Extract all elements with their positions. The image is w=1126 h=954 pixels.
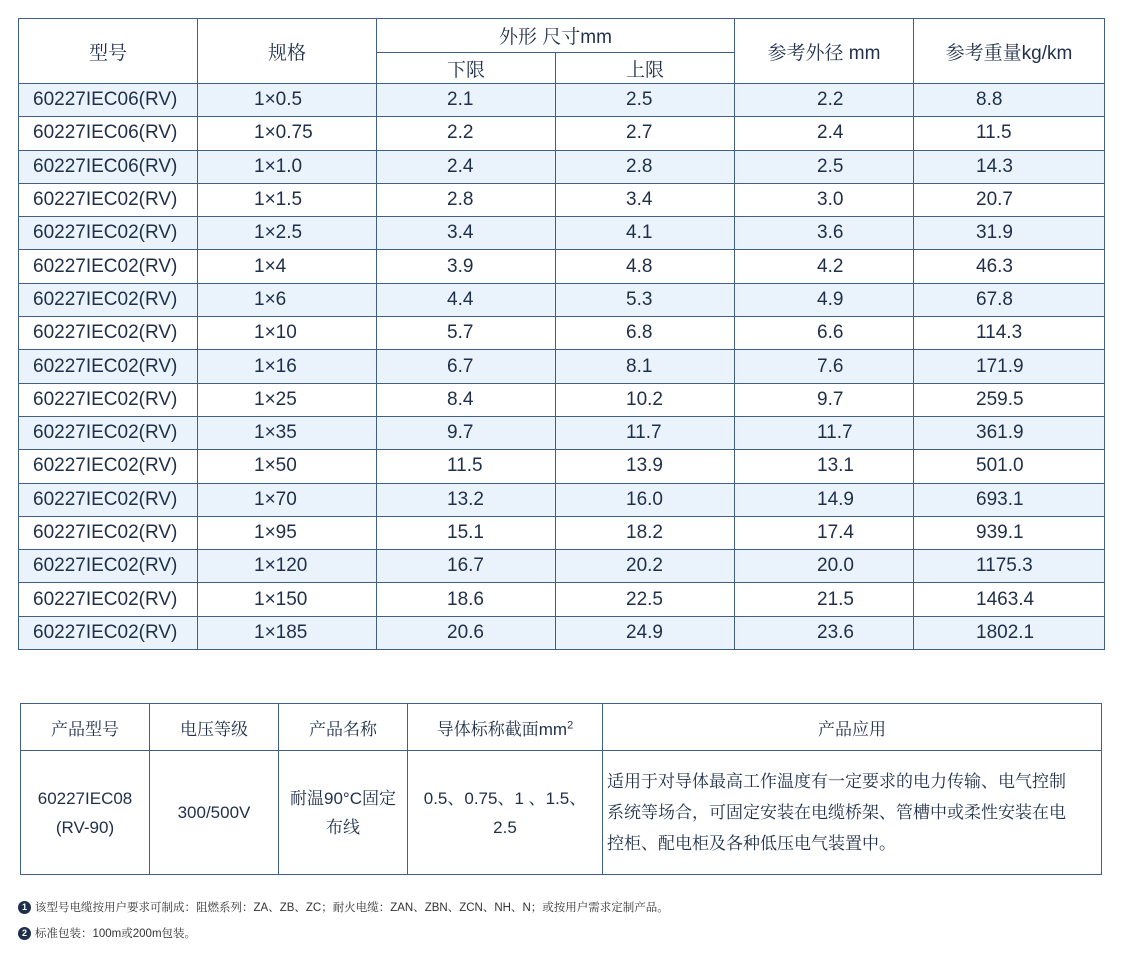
cell-lower: 13.2 [377,483,556,516]
product-model-line1: 60227IEC08 [37,788,133,808]
cell-model: 60227IEC02(RV) [19,250,198,283]
table-row [19,217,1105,250]
header-ref-od: 参考外径 mm [735,19,914,84]
cell-upper: 3.4 [556,183,735,216]
cell-spec: 1×1.0 [198,150,377,183]
cell-lower: 16.7 [377,550,556,583]
cell-spec: 1×25 [198,383,377,416]
table-row [19,616,1105,649]
cell-od: 17.4 [735,516,914,549]
cell-weight: 259.5 [914,383,1105,416]
product-name-line1: 耐温90°C固定 [290,788,396,808]
cell-weight: 46.3 [914,250,1105,283]
cell-spec: 1×2.5 [198,217,377,250]
cell-weight: 67.8 [914,283,1105,316]
cell-spec: 1×150 [198,583,377,616]
cell-upper: 2.8 [556,150,735,183]
cell-od: 20.0 [735,550,914,583]
cell-spec: 1×6 [198,283,377,316]
header-ref-weight: 参考重量kg/km [914,19,1105,84]
product-header-name: 产品名称 [279,704,408,751]
product-header-voltage: 电压等级 [150,704,279,751]
product-table [20,703,1102,875]
note-item [18,896,669,918]
header-outer-size: 外形 尺寸mm [377,19,735,53]
cell-od: 2.2 [735,84,914,117]
table-row [19,383,1105,416]
product-application-cell [603,751,1102,875]
cell-od: 13.1 [735,450,914,483]
cell-spec: 1×70 [198,483,377,516]
cell-upper: 16.0 [556,483,735,516]
cell-weight: 1175.3 [914,550,1105,583]
cell-spec: 1×4 [198,250,377,283]
cell-weight: 1802.1 [914,616,1105,649]
cell-od: 6.6 [735,317,914,350]
cell-od: 4.9 [735,283,914,316]
note-item [18,922,669,944]
cell-od: 9.7 [735,383,914,416]
cell-model: 60227IEC02(RV) [19,217,198,250]
table-row [19,150,1105,183]
product-voltage-cell: 300/500V [150,751,279,875]
cell-upper: 11.7 [556,416,735,449]
cell-weight: 1463.4 [914,583,1105,616]
cell-lower: 20.6 [377,616,556,649]
product-application-line3: 控柜、配电柜及各种低压电气装置中。 [607,834,896,853]
cell-upper: 18.2 [556,516,735,549]
spec-table-body [19,84,1105,650]
product-section-line2: 2.5 [493,817,517,837]
cell-spec: 1×10 [198,317,377,350]
product-name-cell [279,751,408,875]
cell-od: 3.6 [735,217,914,250]
product-section-cell [408,751,603,875]
cell-model: 60227IEC02(RV) [19,383,198,416]
table-row [19,317,1105,350]
cell-upper: 4.1 [556,217,735,250]
table-row [19,416,1105,449]
product-header-model: 产品型号 [21,704,150,751]
cell-weight: 11.5 [914,117,1105,150]
cell-model: 60227IEC02(RV) [19,183,198,216]
number-badge-icon: 1 [18,901,31,914]
cell-lower: 3.4 [377,217,556,250]
cell-lower: 6.7 [377,350,556,383]
header-upper: 上限 [556,53,735,84]
cell-lower: 2.4 [377,150,556,183]
table-row [19,450,1105,483]
cell-lower: 11.5 [377,450,556,483]
cell-weight: 31.9 [914,217,1105,250]
product-header-section [408,704,603,751]
cell-od: 2.5 [735,150,914,183]
table-row [19,183,1105,216]
cell-model: 60227IEC06(RV) [19,150,198,183]
cell-model: 60227IEC06(RV) [19,117,198,150]
cell-lower: 3.9 [377,250,556,283]
cell-lower: 2.1 [377,84,556,117]
cell-model: 60227IEC02(RV) [19,516,198,549]
cell-upper: 20.2 [556,550,735,583]
cell-model: 60227IEC02(RV) [19,283,198,316]
table-row [19,550,1105,583]
cell-od: 2.4 [735,117,914,150]
cell-weight: 14.3 [914,150,1105,183]
spec-table [18,18,1105,650]
cell-lower: 8.4 [377,383,556,416]
cell-upper: 13.9 [556,450,735,483]
cell-spec: 1×35 [198,416,377,449]
cell-od: 4.2 [735,250,914,283]
cell-upper: 8.1 [556,350,735,383]
cell-model: 60227IEC02(RV) [19,583,198,616]
cell-weight: 8.8 [914,84,1105,117]
product-header-section-text: 导体标称截面mm [436,719,568,739]
table-row [19,250,1105,283]
cell-lower: 15.1 [377,516,556,549]
cell-spec: 1×16 [198,350,377,383]
cell-lower: 5.7 [377,317,556,350]
header-model: 型号 [19,19,198,84]
table-row [19,350,1105,383]
product-header-section-sup: 2 [567,718,574,731]
cell-weight: 501.0 [914,450,1105,483]
cell-upper: 4.8 [556,250,735,283]
number-badge-icon: 2 [18,927,31,940]
cell-weight: 114.3 [914,317,1105,350]
product-header-application: 产品应用 [603,704,1102,751]
table-row [19,516,1105,549]
cell-weight: 939.1 [914,516,1105,549]
cell-upper: 5.3 [556,283,735,316]
cell-weight: 171.9 [914,350,1105,383]
cell-weight: 361.9 [914,416,1105,449]
note-text: 该型号电缆按用户要求可制成：阻燃系列：ZA、ZB、ZC；耐火电缆：ZAN、ZBN、ZCN、NH、N；或按用户需求定制产品。 [35,902,669,914]
cell-model: 60227IEC02(RV) [19,350,198,383]
cell-spec: 1×120 [198,550,377,583]
table-row [19,283,1105,316]
cell-spec: 1×1.5 [198,183,377,216]
cell-upper: 24.9 [556,616,735,649]
table-row [19,117,1105,150]
product-name-line2: 布线 [326,817,360,837]
cell-od: 23.6 [735,616,914,649]
cell-lower: 2.8 [377,183,556,216]
cell-spec: 1×185 [198,616,377,649]
notes [18,896,669,948]
cell-model: 60227IEC02(RV) [19,450,198,483]
product-application-line1: 适用于对导体最高工作温度有一定要求的电力传输、电气控制 [607,772,1066,791]
cell-spec: 1×0.75 [198,117,377,150]
cell-od: 21.5 [735,583,914,616]
cell-lower: 4.4 [377,283,556,316]
cell-od: 7.6 [735,350,914,383]
cell-upper: 10.2 [556,383,735,416]
cell-od: 11.7 [735,416,914,449]
cell-spec: 1×95 [198,516,377,549]
cell-spec: 1×0.5 [198,84,377,117]
cell-upper: 2.5 [556,84,735,117]
product-model-line2: (RV-90) [55,817,115,837]
product-model-cell [21,751,150,875]
cell-model: 60227IEC06(RV) [19,84,198,117]
table-row [19,483,1105,516]
cell-lower: 18.6 [377,583,556,616]
product-section-line1: 0.5、0.75、1 、1.5、 [423,788,587,808]
cell-model: 60227IEC02(RV) [19,550,198,583]
cell-od: 14.9 [735,483,914,516]
cell-model: 60227IEC02(RV) [19,483,198,516]
cell-lower: 9.7 [377,416,556,449]
cell-weight: 693.1 [914,483,1105,516]
cell-weight: 20.7 [914,183,1105,216]
cell-upper: 22.5 [556,583,735,616]
product-application-line2: 系统等场合，可固定安装在电缆桥架、管槽中或柔性安装在电 [607,803,1066,822]
header-lower: 下限 [377,53,556,84]
cell-upper: 6.8 [556,317,735,350]
cell-spec: 1×50 [198,450,377,483]
cell-upper: 2.7 [556,117,735,150]
cell-model: 60227IEC02(RV) [19,317,198,350]
note-text: 标准包装：100m或200m包装。 [35,928,197,940]
table-row [19,84,1105,117]
product-row [21,751,1102,875]
header-spec: 规格 [198,19,377,84]
table-row [19,583,1105,616]
cell-od: 3.0 [735,183,914,216]
cell-model: 60227IEC02(RV) [19,616,198,649]
cell-lower: 2.2 [377,117,556,150]
cell-model: 60227IEC02(RV) [19,416,198,449]
